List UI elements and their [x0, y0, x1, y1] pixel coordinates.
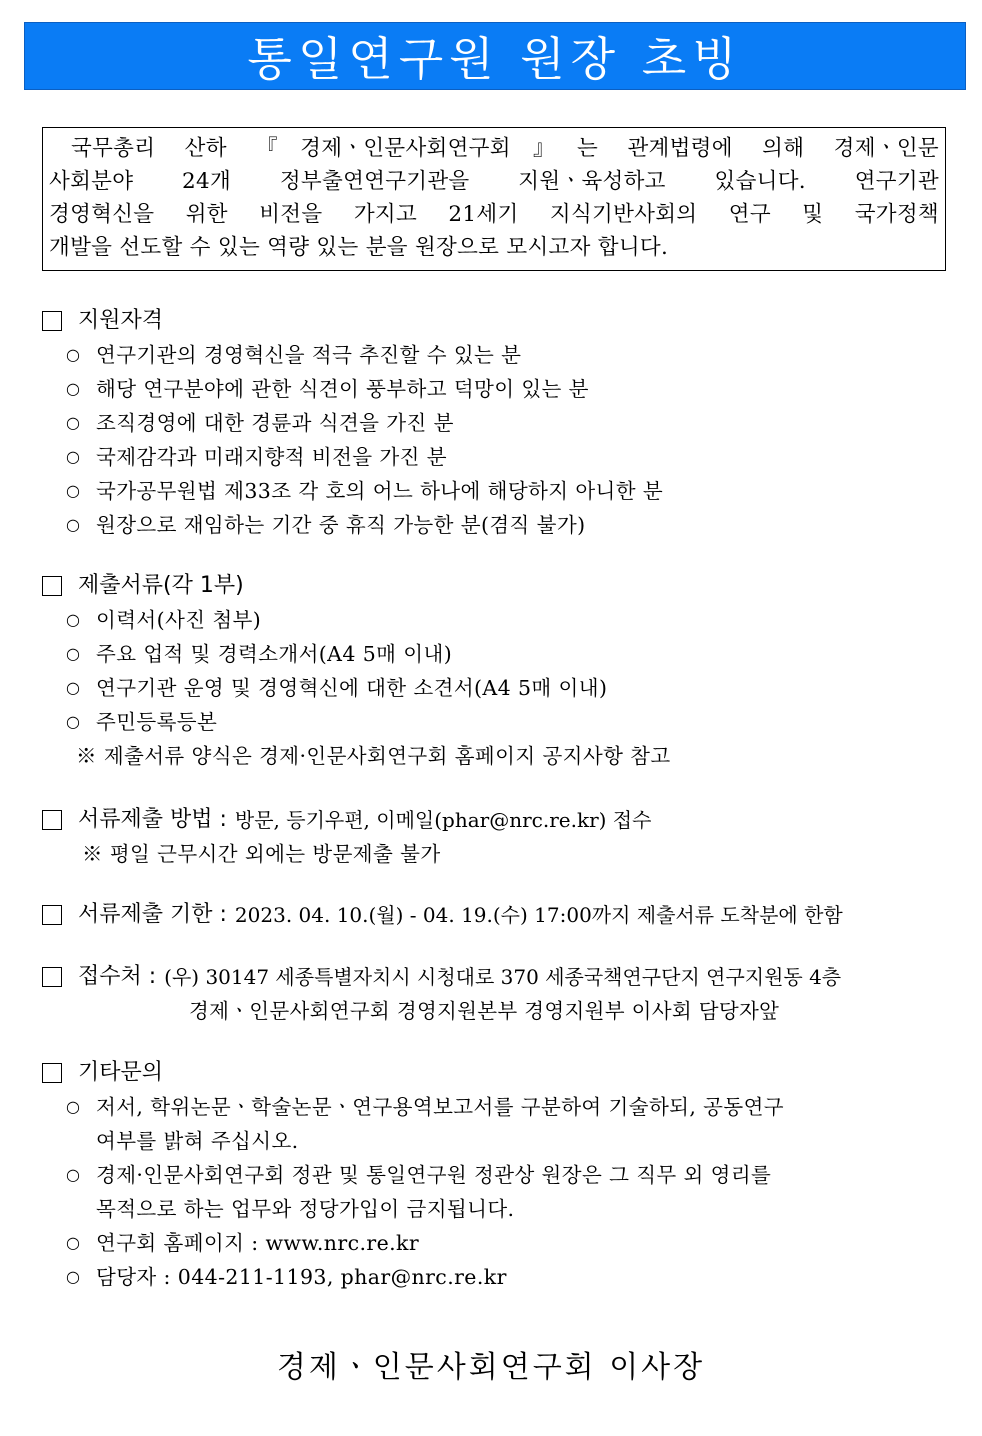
section-heading — [42, 803, 651, 837]
list-item — [66, 637, 671, 671]
deadline-heading: 서류제출 기한 : — [78, 902, 227, 927]
section-heading — [42, 1056, 784, 1090]
homepage-link[interactable]: 연구회 홈페이지 : www.nrc.re.kr — [96, 1231, 420, 1255]
list-item-text: 국가공무원법 제33조 각 호의 어느 하나에 해당하지 아니한 분 — [96, 479, 664, 503]
checkbox-square-icon — [42, 967, 62, 987]
contact-info: 담당자 : 044-211-1193, phar@nrc.re.kr — [96, 1265, 507, 1289]
list-item-text: 해당 연구분야에 관한 식견이 풍부하고 덕망이 있는 분 — [96, 377, 589, 401]
issuer-signature: 경제ㆍ인문사회연구회 이사장 — [276, 1350, 706, 1385]
qualifications-heading: 지원자격 — [78, 308, 164, 333]
circle-bullet-icon: ○ — [66, 413, 80, 432]
circle-bullet-icon: ○ — [66, 379, 80, 398]
list-item-text: 저서, 학위논문ㆍ학술논문ㆍ연구용역보고서를 구분하여 기술하되, 공동연구 — [96, 1095, 784, 1119]
list-item — [66, 372, 663, 406]
method-note: ※ 평일 근무시간 외에는 방문제출 불가 — [82, 842, 441, 866]
method-heading: 서류제출 방법 : — [78, 807, 227, 832]
list-item-continuation: 목적으로 하는 업무와 정당가입이 금지됩니다. — [96, 1197, 515, 1221]
circle-bullet-icon: ○ — [66, 644, 80, 663]
list-item — [66, 603, 671, 637]
section-reception — [42, 960, 841, 1028]
list-item — [66, 508, 663, 542]
list-item-text: 연구기관 운영 및 경영혁신에 대한 소견서(A4 5매 이내) — [96, 676, 608, 700]
list-item — [66, 1158, 784, 1192]
page-title: 통일연구원 원장 초빙 — [247, 32, 743, 86]
circle-bullet-icon: ○ — [66, 712, 80, 731]
documents-note: ※ 제출서류 양식은 경제·인문사회연구회 홈페이지 공지사항 참고 — [76, 744, 671, 768]
circle-bullet-icon: ○ — [66, 1165, 80, 1184]
list-item — [66, 1226, 784, 1260]
list-item-text: 경제·인문사회연구회 정관 및 통일연구원 정관상 원장은 그 직무 외 영리를 — [96, 1163, 772, 1187]
list-item — [66, 1260, 784, 1294]
list-item-text: 이력서(사진 첨부) — [96, 608, 262, 632]
list-item — [66, 705, 671, 739]
section-heading — [42, 898, 843, 932]
section-method — [42, 803, 651, 871]
intro-line: 경영혁신을 위한 비전을 가지고 21세기 지식기반사회의 연구 및 국가정책 — [49, 202, 939, 227]
circle-bullet-icon: ○ — [66, 610, 80, 629]
intro-box — [42, 127, 946, 271]
reception-address-line: (우) 30147 세종특별자치시 시청대로 370 세종국책연구단지 연구지원동 4층 — [164, 965, 842, 989]
list-item — [66, 440, 663, 474]
circle-bullet-icon: ○ — [66, 345, 80, 364]
checkbox-square-icon — [42, 311, 62, 331]
circle-bullet-icon: ○ — [66, 678, 80, 697]
list-item — [66, 671, 671, 705]
method-detail: 방문, 등기우편, 이메일(phar@nrc.re.kr) 접수 — [234, 808, 652, 832]
circle-bullet-icon: ○ — [66, 481, 80, 500]
circle-bullet-icon: ○ — [66, 447, 80, 466]
intro-line: 개발을 선도할 수 있는 역량 있는 분을 원장으로 모시고자 합니다. — [49, 235, 669, 260]
circle-bullet-icon: ○ — [66, 1097, 80, 1116]
reception-recipient-line: 경제ㆍ인문사회연구회 경영지원본부 경영지원부 이사회 담당자앞 — [189, 999, 780, 1023]
list-item — [66, 338, 663, 372]
inquiry-heading: 기타문의 — [78, 1060, 164, 1085]
section-heading — [42, 569, 671, 603]
checkbox-square-icon — [42, 810, 62, 830]
section-heading — [42, 304, 663, 338]
circle-bullet-icon: ○ — [66, 1267, 80, 1286]
list-item — [66, 406, 663, 440]
section-deadline — [42, 898, 843, 932]
documents-heading: 제출서류(각 1부) — [78, 573, 244, 598]
section-documents — [42, 569, 671, 773]
list-item-text: 국제감각과 미래지향적 비전을 가진 분 — [96, 445, 447, 469]
checkbox-square-icon — [42, 1063, 62, 1083]
circle-bullet-icon: ○ — [66, 1233, 80, 1252]
list-item — [66, 474, 663, 508]
intro-line: 국무총리 산하 『경제ㆍ인문사회연구회』는 관계법령에 의해 경제ㆍ인문 — [71, 136, 939, 161]
checkbox-square-icon — [42, 905, 62, 925]
list-item-text: 주민등록등본 — [96, 710, 218, 734]
section-heading — [42, 960, 841, 994]
list-item-text: 연구기관의 경영혁신을 적극 추진할 수 있는 분 — [96, 343, 522, 367]
list-item — [66, 1090, 784, 1124]
list-item-text: 원장으로 재임하는 기간 중 휴직 가능한 분(겸직 불가) — [96, 513, 586, 537]
intro-line: 사회분야 24개 정부출연연구기관을 지원ㆍ육성하고 있습니다. 연구기관 — [49, 169, 939, 194]
circle-bullet-icon: ○ — [66, 515, 80, 534]
list-item-continuation: 여부를 밝혀 주십시오. — [96, 1129, 299, 1153]
checkbox-square-icon — [42, 576, 62, 596]
section-inquiry — [42, 1056, 784, 1294]
list-item-text: 주요 업적 및 경력소개서(A4 5매 이내) — [96, 642, 453, 666]
section-qualifications — [42, 304, 663, 542]
list-item-text: 조직경영에 대한 경륜과 식견을 가진 분 — [96, 411, 454, 435]
reception-heading: 접수처 : — [78, 964, 157, 989]
title-banner — [24, 22, 966, 90]
deadline-detail: 2023. 04. 10.(월) - 04. 19.(수) 17:00까지 제출서류 도착분에 한함 — [234, 903, 843, 927]
